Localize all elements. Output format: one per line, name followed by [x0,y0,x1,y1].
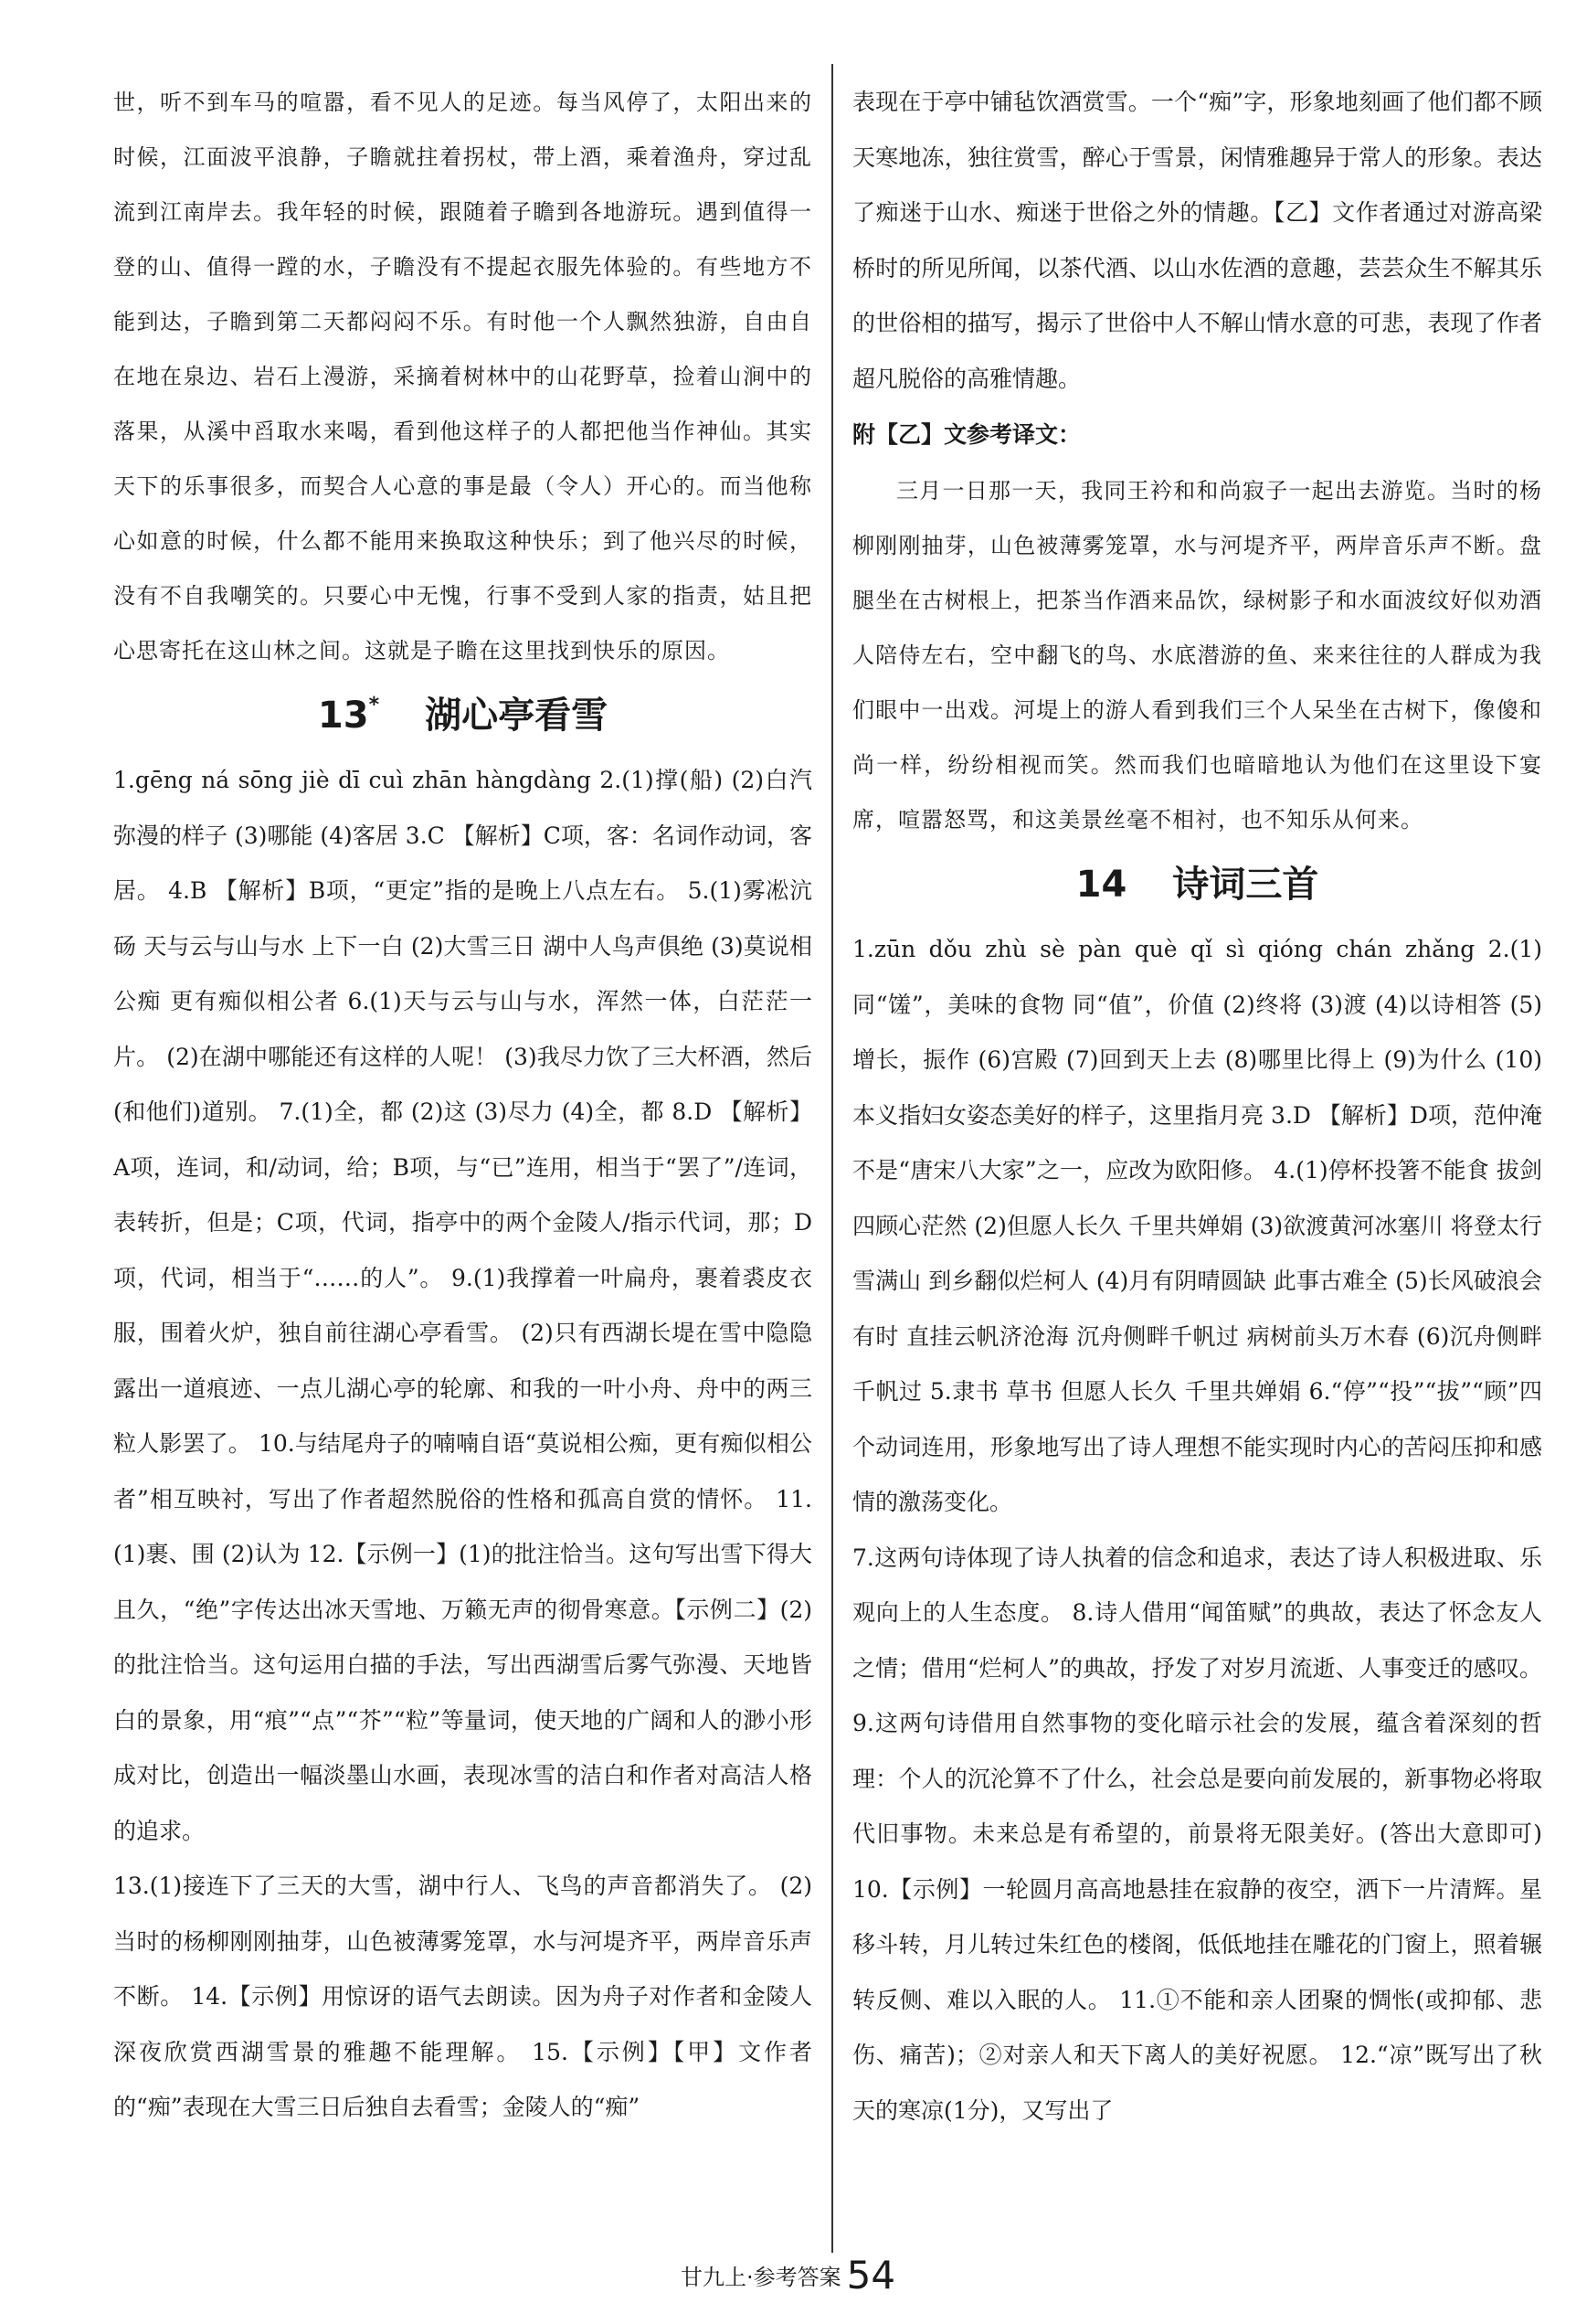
section-13-answers-b: 13.(1)接连下了三天的大雪，湖中行人、飞鸟的声音都消失了。 (2)当时的杨柳刚刚抽芽，山色被薄雾笼罩，水与河堤齐平，两岸音乐声不断。 14.【示例】用惊讶的语气去朗读。因为舟子对作者和金陵人深夜欣赏西湖雪景的雅趣不能理解。 15.【示例】【甲】文作者的“痴”表现在大雪三日后独自去看雪；金陵人的“痴” [113,1873,812,2120]
section-13-answers: 1.gēng ná sōng jiè dī cuì zhān hàngdàng 2.(1)撑(船) (2)白汽弥漫的样子 (3)哪能 (4)客居 3.C 【解析】C项，客：名词作动词，客居。 4.B 【解析】B项，“更定”指的是晚上八点左右。 5.(1)雾凇沆砀 天与云与山与水 上下一白 (2)大雪三日 湖中人鸟声俱绝 (3)莫说相公痴 更有痴似相公者 6.(1)天与云与山与水，浑然一体，白茫茫一片。 (2)在湖中哪能还有这样的人呢！ (3)我尽力饮了三大杯酒，然后(和他们)道别。 7.(1)全，都 (2)这 (3)尽力 (4)全，都 8.D 【解析】A项，连词，和/动词，给；B项，与“已”连用，相当于“罢了”/连词，表转折，但是；C项，代词，指亭中的两个金陵人/指示代词，那；D项，代词，相当于“……的人”。 9.(1)我撑着一叶扁舟，裹着裘皮衣服，围着火炉，独自前往湖心亭看雪。 (2)只有西湖长堤在雪中隐隐露出一道痕迹、一点儿湖心亭的轮廓、和我的一叶小舟、舟中的两三粒人影罢了。 10.与结尾舟子的喃喃自语“莫说相公痴，更有痴似相公者”相互映衬，写出了作者超然脱俗的性格和孤高自赏的情怀。 11.(1)裹、围 (2)认为 12.【示例一】(1)的批注恰当。这句写出雪下得大且久，“绝”字传达出冰天雪地、万籁无声的彻骨寒意。【示例二】(2)的批注恰当。这句运用白描的手法，写出西湖雪后雾气弥漫、天地皆白的景象，用“痕”“点”“芥”“粒”等量词，使天地的广阔和人的渺小形成对比，创造出一幅淡墨山水画，表现冰雪的洁白和作者对高洁人格的追求。 [113,767,812,1844]
translation-continued: 世，听不到车马的喧嚣，看不见人的足迹。每当风停了，太阳出来的时候，江面波平浪静，子瞻就拄着拐杖，带上酒，乘着渔舟，穿过乱流到江南岸去。我年轻的时候，跟随着子瞻到各地游玩。遇到值得一登的山、值得一蹚的水，子瞻没有不提起衣服先体验的。有些地方不能到达，子瞻到第二天都闷闷不乐。有时他一个人飘然独游，自由自在地在泉边、岩石上漫游，采摘着树林中的山花野草，捡着山涧中的落果，从溪中舀取水来喝，看到他这样子的人都把他当作神仙。其实天下的乐事很多，而契合人心意的事是最（令人）开心的。而当他称心如意的时候，什么都不能用来换取这种快乐；到了他兴尽的时候，没有不自我嘲笑的。只要心中无愧，行事不受到人家的指责，姑且把心思寄托在这山林之间。这就是子瞻在这里找到快乐的原因。 [113,90,812,663]
page-number: 54 [846,2253,896,2297]
section-14-answers-b: 7.这两句诗体现了诗人执着的信念和追求，表达了诗人积极进取、乐观向上的人生态度。 8.诗人借用“闻笛赋”的典故，表达了怀念友人之情；借用“烂柯人”的典故，抒发了对岁月流逝、人事变迁的感叹。 9.这两句诗借用自然事物的变化暗示社会的发展，蕴含着深刻的哲理：个人的沉沦算不了什么，社会总是要向前发展的，新事物必将取代旧事物。未来总是有希望的，前景将无限美好。(答出大意即可) 10.【示例】一轮圆月高高地悬挂在寂静的夜空，洒下一片清辉。星移斗转，月儿转过朱红色的楼阁，低低地挂在雕花的门窗上，照着辗转反侧、难以入眠的人。 11.①不能和亲人团聚的惆怅(或抑郁、悲伤、痛苦)；②对亲人和天下离人的美好祝愿。 12.“凉”既写出了秋天的寒凉(1分)，又写出了 [852,1544,1542,2124]
section-14-answers: 1.zūn dǒu zhù sè pàn què qǐ sì qióng chán zhǎng 2.(1)同“馐”，美味的食物 同“值”，价值 (2)终将 (3)渡 (4)以诗相答 (5)增长，振作 (6)宫殿 (7)回到天上去 (8)哪里比得上 (9)为什么 (10)本义指妇女姿态美好的样子，这里指月亮 3.D 【解析】D项，范仲淹不是“唐宋八大家”之一，应改为欧阳修。 4.(1)停杯投箸不能食 拔剑四顾心茫然 (2)但愿人长久 千里共婵娟 (3)欲渡黄河冰塞川 将登太行雪满山 到乡翻似烂柯人 (4)月有阴晴圆缺 此事古难全 (5)长风破浪会有时 直挂云帆济沧海 沉舟侧畔千帆过 病树前头万木春 (6)沉舟侧畔千帆过 5.隶书 草书 但愿人长久 千里共婵娟 6.“停”“投”“拔”“顾”四个动词连用，形象地写出了诗人理想不能实现时内心的苦闷压抑和感情的激荡变化。 [852,936,1542,1515]
optional-mark: * [368,694,380,716]
section-13-heading: 湖心亭看雪 [425,695,608,737]
footer-label: 甘九上·参考答案 [680,2265,841,2290]
left-column [113,75,812,2136]
reference-translation: 三月一日那一天，我同王衿和和尚寂子一起出去游览。当时的杨柳刚刚抽芽，山色被薄雾笼罩，水与河堤齐平，两岸音乐声不断。盘腿坐在古树根上，把茶当作酒来品饮，绿树影子和水面波纹好似劝酒人陪侍左右，空中翻飞的鸟、水底潜游的鱼、来来往往的人群成为我们眼中一出戏。河堤上的游人看到我们三个人呆坐在古树下，像傻和尚一样，纷纷相视而笑。然而我们也暗暗地认为他们在这里设下宴席，喧嚣怒骂，和这美景丝毫不相衬，也不知乐从何来。 [852,478,1542,833]
section-13-title [113,678,812,753]
page-footer [0,2253,1576,2297]
section-14-number: 14 [1075,864,1127,906]
column-divider [831,64,833,2253]
section-14-title [852,847,1542,922]
section-13-answers-continued: 表现在于亭中铺毡饮酒赏雪。一个“痴”字，形象地刻画了他们都不顾天寒地冻，独往赏雪，醉心于雪景，闲情雅趣异于常人的形象。表达了痴迷于山水、痴迷于世俗之外的情趣。【乙】文作者通过对游高梁桥时的所见所闻，以茶代酒、以山水佐酒的意趣，芸芸众生不解其乐的世俗相的描写，揭示了世俗中人不解山情水意的可悲，表现了作者超凡脱俗的高雅情趣。 [852,89,1542,392]
section-14-heading: 诗词三首 [1172,864,1319,906]
right-column [852,75,1542,2138]
section-13-number: 13* [317,694,380,737]
note-heading: 附【乙】文参考译文： [852,421,1082,448]
